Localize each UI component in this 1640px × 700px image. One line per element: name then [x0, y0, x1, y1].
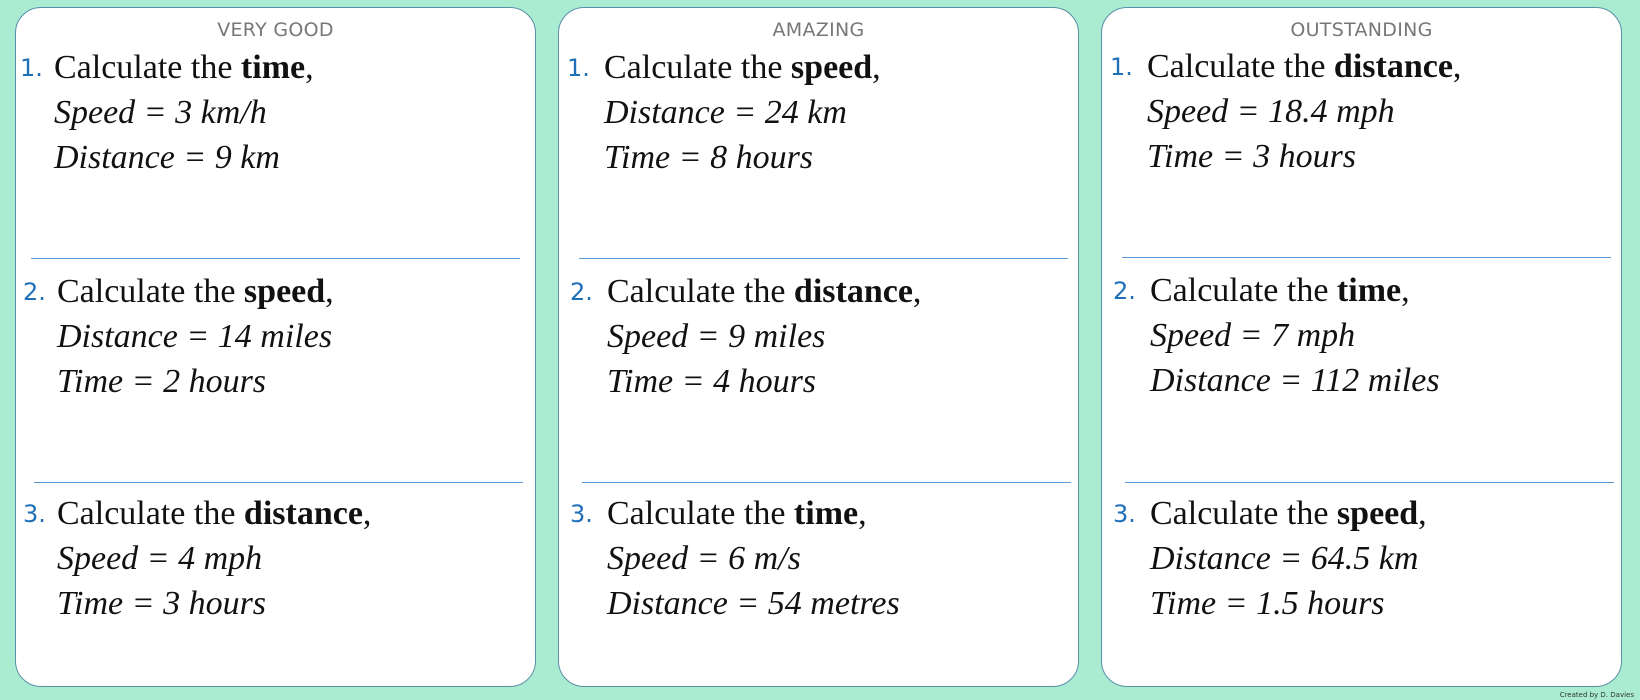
question-instruction: Calculate the distance,: [1147, 48, 1462, 85]
question-target: distance: [793, 273, 913, 310]
given-value: Time = 1.5 hours: [1150, 585, 1385, 622]
question-instruction: Calculate the speed,: [604, 49, 881, 86]
question-instruction: Calculate the time,: [1150, 272, 1410, 309]
card-outstanding: [1101, 7, 1622, 687]
given-value: Distance = 54 metres: [607, 585, 900, 622]
card-amazing: [558, 7, 1079, 687]
card-title: OUTSTANDING: [1290, 19, 1433, 41]
question-number: 1.: [567, 54, 590, 82]
question-number: 2.: [570, 278, 593, 306]
given-value: Speed = 4 mph: [57, 540, 263, 577]
question-target: time: [1336, 272, 1402, 309]
question-instruction: Calculate the speed,: [57, 273, 334, 310]
given-value: Time = 3 hours: [57, 585, 267, 622]
question-instruction: Calculate the time,: [607, 495, 867, 532]
question-target: time: [240, 49, 306, 86]
question-2: [559, 269, 1078, 469]
question-target: speed: [243, 273, 326, 310]
question-3: [1102, 491, 1621, 691]
question-target: distance: [243, 495, 363, 532]
question-divider: [579, 258, 1068, 259]
question-3: [16, 491, 535, 691]
card-title: VERY GOOD: [217, 19, 334, 41]
question-instruction: Calculate the time,: [54, 49, 314, 86]
given-value: Distance = 9 km: [54, 139, 280, 176]
question-target: speed: [790, 49, 873, 86]
question-divider: [1122, 257, 1611, 258]
card-title: AMAZING: [772, 19, 865, 41]
question-divider: [582, 482, 1071, 483]
given-value: Time = 3 hours: [1147, 138, 1357, 175]
given-value: Time = 8 hours: [604, 139, 814, 176]
question-divider: [31, 258, 520, 259]
question-number: 3.: [1113, 500, 1136, 528]
given-value: Speed = 7 mph: [1150, 317, 1356, 354]
question-target: time: [793, 495, 859, 532]
question-2: [1102, 268, 1621, 468]
card-very-good: [15, 7, 536, 687]
question-number: 1.: [20, 54, 43, 82]
question-instruction: Calculate the distance,: [607, 273, 922, 310]
given-value: Distance = 24 km: [604, 94, 847, 131]
given-value: Speed = 18.4 mph: [1147, 93, 1395, 130]
question-instruction: Calculate the distance,: [57, 495, 372, 532]
given-value: Time = 2 hours: [57, 363, 267, 400]
question-target: speed: [1336, 495, 1419, 532]
given-value: Speed = 3 km/h: [54, 94, 267, 131]
given-value: Speed = 6 m/s: [607, 540, 801, 577]
question-2: [16, 269, 535, 469]
question-number: 3.: [23, 500, 46, 528]
question-1: [559, 45, 1078, 245]
given-value: Distance = 64.5 km: [1150, 540, 1419, 577]
question-divider: [1125, 482, 1614, 483]
given-value: Time = 4 hours: [607, 363, 817, 400]
question-1: [16, 45, 535, 245]
given-value: Distance = 14 miles: [57, 318, 333, 355]
credit-text: Created by D. Davies: [1559, 691, 1634, 699]
question-number: 2.: [1113, 277, 1136, 305]
question-number: 1.: [1110, 53, 1133, 81]
question-number: 3.: [570, 500, 593, 528]
question-target: distance: [1333, 48, 1453, 85]
question-3: [559, 491, 1078, 691]
question-number: 2.: [23, 278, 46, 306]
question-instruction: Calculate the speed,: [1150, 495, 1427, 532]
given-value: Distance = 112 miles: [1150, 362, 1440, 399]
question-1: [1102, 44, 1621, 244]
given-value: Speed = 9 miles: [607, 318, 826, 355]
question-divider: [34, 482, 523, 483]
